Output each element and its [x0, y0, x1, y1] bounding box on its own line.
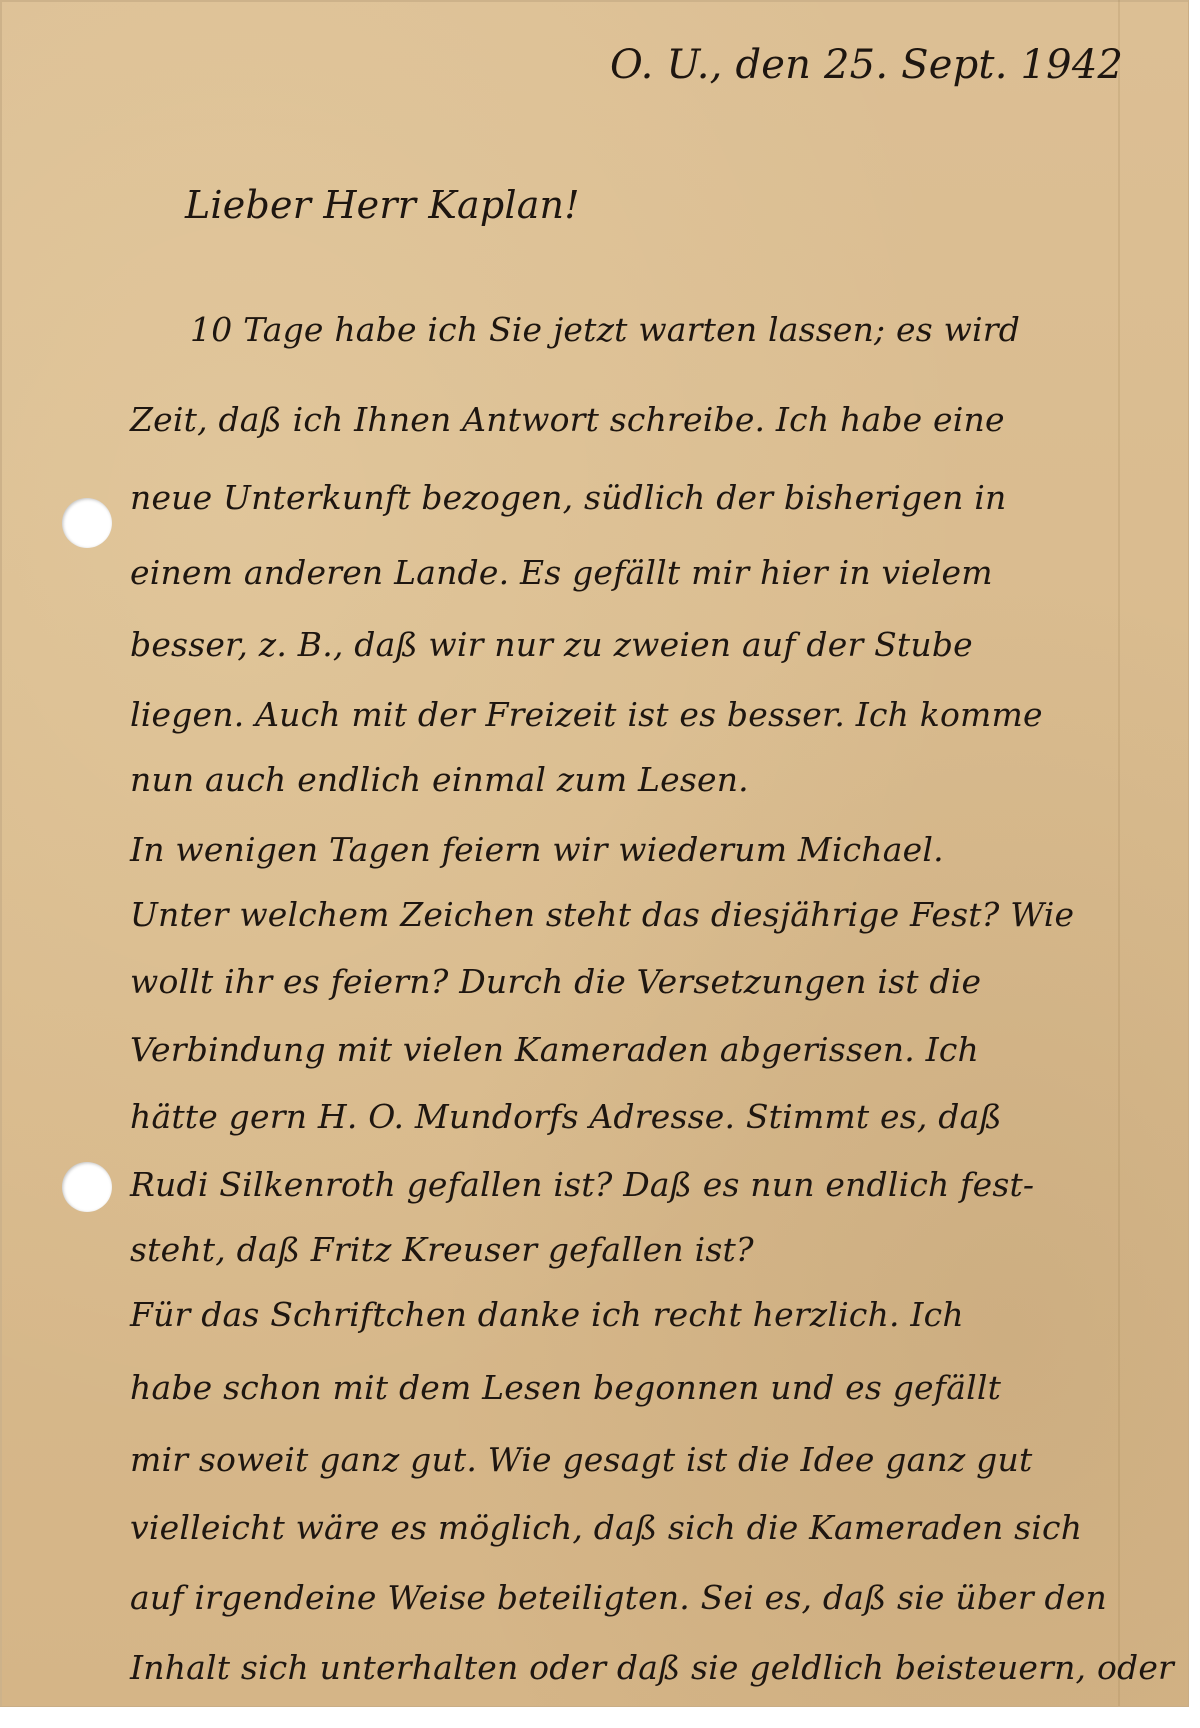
letter-line: wollt ihr es feiern? Durch die Versetzungen ist die [130, 962, 982, 1001]
letter-line: steht, daß Fritz Kreuser gefallen ist? [130, 1230, 754, 1269]
letter-line: vielleicht wäre es möglich, daß sich die Kameraden sich [130, 1508, 1083, 1547]
letter-date: O. U., den 25. Sept. 1942 [610, 42, 1124, 88]
letter-line: hätte gern H. O. Mundorfs Adresse. Stimmt es, daß [130, 1097, 1002, 1136]
paper-fold-line [1118, 0, 1120, 1706]
letter-line: nun auch endlich einmal zum Lesen. [130, 760, 749, 799]
letter-line: habe schon mit dem Lesen begonnen und es gefällt [130, 1368, 1002, 1407]
letter-line: Zeit, daß ich Ihnen Antwort schreibe. Ich habe eine [130, 400, 1005, 439]
letter-line: Rudi Silkenroth gefallen ist? Daß es nun endlich fest- [130, 1165, 1035, 1204]
letter-line: In wenigen Tagen feiern wir wiederum Michael. [130, 830, 944, 869]
letter-line: Unter welchem Zeichen steht das diesjährige Fest? Wie [130, 895, 1075, 934]
letter-line: liegen. Auch mit der Freizeit ist es besser. Ich komme [130, 695, 1043, 734]
letter-line: Für das Schriftchen danke ich recht herzlich. Ich [130, 1295, 964, 1334]
letter-line: auf irgendeine Weise beteiligten. Sei es, daß sie über den [130, 1578, 1108, 1617]
letter-line: Verbindung mit vielen Kameraden abgerissen. Ich [130, 1030, 980, 1069]
letter-line: besser, z. B., daß wir nur zu zweien auf der Stube [130, 625, 973, 664]
letter-line: einem anderen Lande. Es gefällt mir hier in vielem [130, 553, 993, 592]
letter-line: Inhalt sich unterhalten oder daß sie geldlich beisteuern, oder [130, 1648, 1175, 1687]
letter-line: neue Unterkunft bezogen, südlich der bisherigen in [130, 478, 1007, 517]
letter-salutation: Lieber Herr Kaplan! [185, 183, 580, 227]
letter-line: 10 Tage habe ich Sie jetzt warten lassen; es wird [190, 310, 1021, 349]
letter-line: mir soweit ganz gut. Wie gesagt ist die Idee ganz gut [130, 1440, 1033, 1479]
punch-hole-bottom [62, 1162, 112, 1212]
punch-hole-top [62, 498, 112, 548]
